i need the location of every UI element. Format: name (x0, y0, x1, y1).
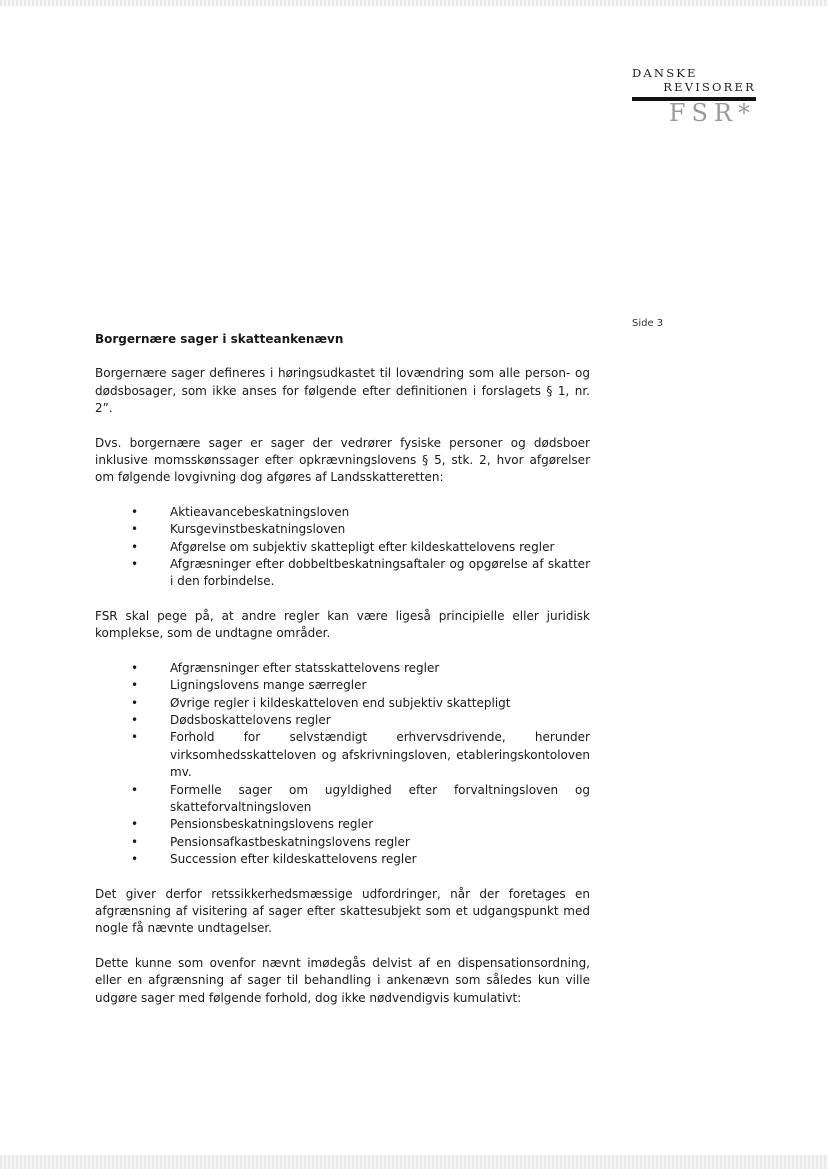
logo-line-2: REVISORER (663, 80, 756, 94)
page-number: Side 3 (632, 318, 664, 329)
paragraph-definition: Borgernære sager defineres i høringsudkastet til lovændring som alle person- og dødsbosager, som ikke anses for følgende efter definitionen i forslagets § 1, nr. 2”. (95, 366, 590, 416)
bullet-icon: • (131, 522, 139, 537)
complex-rules-list (95, 660, 590, 869)
page-edge-top (0, 0, 828, 6)
list-item: • Pensionsafkastbeskatningslovens regler (95, 834, 590, 851)
list-item: • Pensionsbeskatningslovens regler (95, 816, 590, 833)
bullet-icon: • (131, 504, 139, 519)
danske-revisorer-logo (632, 66, 756, 126)
bullet-icon: • (131, 660, 139, 675)
list-item: • Afgrænsninger efter statsskattelovens regler (95, 660, 590, 677)
bullet-icon: • (131, 782, 139, 797)
list-item: • Ligningslovens mange særregler (95, 677, 590, 694)
bullet-icon: • (131, 852, 139, 867)
bullet-icon: • (131, 539, 139, 554)
bullet-icon: • (131, 712, 139, 727)
bullet-icon: • (131, 678, 139, 693)
list-item: • Succession efter kildeskattelovens regler (95, 851, 590, 868)
bullet-icon: • (131, 730, 139, 745)
list-item: • Formelle sager om ugyldighed efter forvaltningsloven og skatteforvaltningsloven (131, 782, 590, 814)
page-edge-bottom (0, 1155, 828, 1169)
logo-line-1: DANSKE (632, 66, 698, 80)
bullet-icon: • (131, 695, 139, 710)
paragraph-borgernaere: Dvs. borgernære sager er sager der vedrører fysiske personer og dødsboer inklusive momsskønssager efter opkrævningslovens § 5, stk. 2, hvor afgørelser om følgende lovgivning dog afgøres af Landsskatteretten: (95, 435, 590, 485)
paragraph-legal-certainty: Det giver derfor retssikkerhedsmæssige udfordringer, når der foretages en afgrænsning af visitering af sager efter skattesubjekt som et udgangspunkt med nogle få nævnte undtagelser. (95, 886, 590, 936)
fsr-logo-mark: FSR* (668, 99, 756, 127)
paragraph-fsr-point: FSR skal pege på, at andre regler kan være ligeså principielle eller juridisk komplekse, som de undtagne områder. (95, 608, 590, 641)
list-item: • Forhold for selvstændigt erhvervsdrivende, herunder virksomhedsskatteloven og afskrivningsloven, etableringskontoloven mv. (131, 730, 590, 780)
excluded-laws-list (95, 504, 590, 591)
list-item: • Dødsboskattelovens regler (95, 712, 590, 729)
list-item: • Afgørelse om subjektiv skattepligt efter kildeskattelovens regler (95, 539, 590, 556)
section-heading: Borgernære sager i skatteankenævn (95, 332, 344, 346)
list-item: • Kursgevinstbeskatningsloven (95, 521, 590, 538)
document-body (95, 331, 590, 1007)
list-item: • Aktieavancebeskatningsloven (95, 504, 590, 521)
bullet-icon: • (131, 817, 139, 832)
list-item: • Øvrige regler i kildeskatteloven end subjektiv skattepligt (95, 695, 590, 712)
bullet-icon: • (131, 834, 139, 849)
list-item: • Afgræsninger efter dobbeltbeskatningsaftaler og opgørelse af skatter i den forbindelse. (131, 557, 590, 589)
bullet-icon: • (131, 557, 139, 572)
paragraph-dispensation: Dette kunne som ovenfor nævnt imødegås delvist af en dispensationsordning, eller en afgrænsning af sager til behandling i ankenævn som således kun ville udgøre sager med følgende forhold, dog ikke nødvendigvis kumulativt: (95, 955, 590, 1005)
